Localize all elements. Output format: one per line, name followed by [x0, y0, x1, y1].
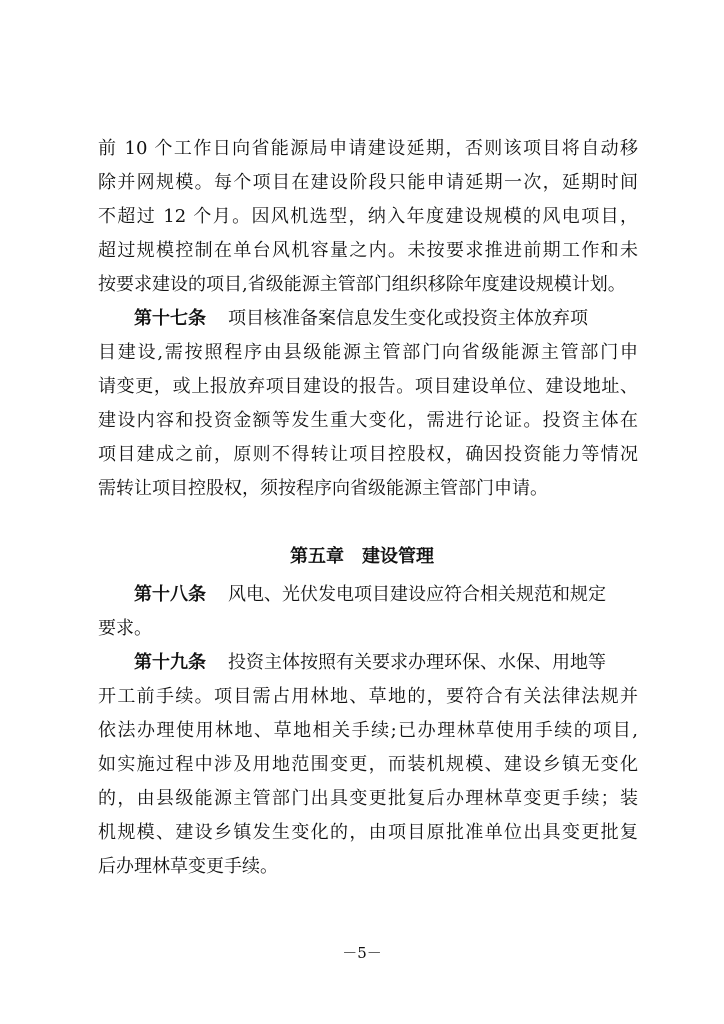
article-19-text: 投资主体按照有关要求办理环保、水保、用地等	[228, 652, 606, 673]
paragraph-line: 除并网规模。每个项目在建设阶段只能申请延期一次，延期时间	[98, 172, 638, 193]
chapter-heading	[0, 540, 724, 574]
article-18-label: 第十八条	[134, 584, 206, 605]
article-19-label: 第十九条	[134, 652, 206, 673]
article-19-line: 后办理林草变更手续。	[98, 856, 278, 877]
paragraph-line: 按要求建设的项目,省级能源主管部门组织移除年度建设规模计划。	[98, 274, 626, 295]
article-19-line: 依法办理使用林地、草地相关手续;已办理林草使用手续的项目,	[98, 720, 638, 741]
article-17-line: 建设内容和投资金额等发生重大变化，需进行论证。投资主体在	[98, 410, 638, 431]
article-19-line: 的，由县级能源主管部门出具变更批复后办理林草变更手续；装	[98, 788, 638, 809]
paragraph-line: 前 10 个工作日向省能源局申请建设延期，否则该项目将自动移	[98, 138, 638, 159]
article-17-text: 项目核准备案信息发生变化或投资主体放弃项	[228, 308, 588, 329]
article-18-first-line	[134, 578, 638, 612]
article-17-line: 目建设,需按照程序由县级能源主管部门向省级能源主管部门申	[98, 342, 638, 363]
article-19-line: 如实施过程中涉及用地范围变更，而装机规模、建设乡镇无变化	[98, 754, 638, 775]
article-17-line: 需转让项目控股权，须按程序向省级能源主管部门申请。	[98, 478, 548, 499]
article-17-line: 请变更，或上报放弃项目建设的报告。项目建设单位、建设地址、	[98, 376, 638, 397]
article-17-first-line	[134, 302, 638, 336]
chapter-title: 建设管理	[362, 546, 434, 567]
article-18-line: 要求。	[98, 618, 152, 639]
article-19-line: 开工前手续。项目需占用林地、草地的，要符合有关法律法规并	[98, 686, 638, 707]
chapter-number: 第五章	[290, 546, 344, 567]
article-19-line: 机规模、建设乡镇发生变化的，由项目原批准单位出具变更批复	[98, 822, 638, 843]
article-19-first-line	[134, 646, 638, 680]
page-number: －5－	[342, 944, 382, 962]
paragraph-line: 不超过 12 个月。因风机选型，纳入年度建设规模的风电项目，	[98, 206, 638, 227]
paragraph-line: 超过规模控制在单台风机容量之内。未按要求推进前期工作和未	[98, 240, 638, 261]
article-17-label: 第十七条	[134, 308, 206, 329]
article-18-text: 风电、光伏发电项目建设应符合相关规范和规定	[228, 584, 606, 605]
article-17-line: 项目建成之前，原则不得转让项目控股权，确因投资能力等情况	[98, 444, 638, 465]
